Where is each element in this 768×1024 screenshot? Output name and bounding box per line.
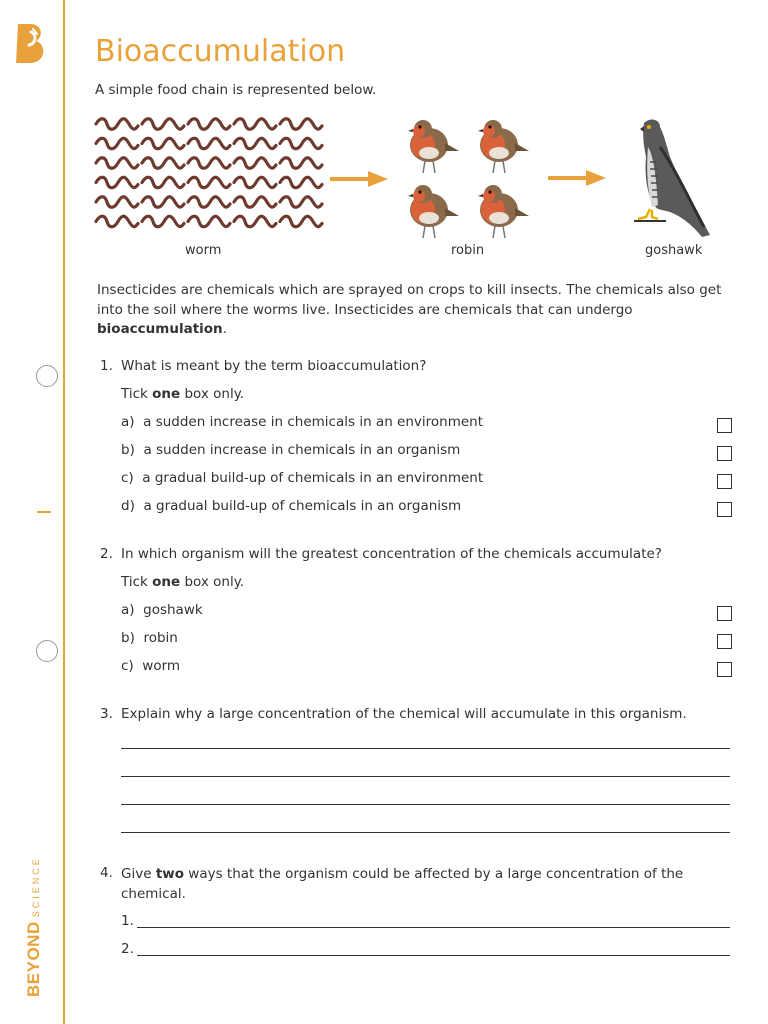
- worm-icon: [234, 138, 276, 149]
- robins-illustration: [402, 114, 537, 244]
- worms-illustration: [90, 112, 330, 237]
- worm-icon: [142, 138, 184, 149]
- worm-icon: [188, 197, 230, 208]
- worm-icon: [280, 138, 322, 149]
- robin-icon: [408, 120, 459, 173]
- q1-checkbox-a[interactable]: [717, 418, 732, 433]
- worm-icon: [142, 119, 184, 130]
- worm-icon: [280, 216, 322, 227]
- margin-line: [63, 0, 65, 1024]
- q4-item-1-label: 1.: [121, 913, 134, 929]
- q3-answer-line[interactable]: [121, 804, 730, 805]
- insecticide-paragraph: [97, 281, 737, 340]
- q3-text: Explain why a large concentration of the chemical will accumulate in this organism.: [121, 706, 687, 722]
- q2-text: In which organism will the greatest concentration of the chemicals accumulate?: [121, 546, 662, 562]
- q1-instruction: Tick one box only.: [121, 386, 245, 402]
- arrow-icon: [328, 168, 390, 190]
- q2-option-b: b) robin: [121, 630, 178, 646]
- worm-icon: [280, 197, 322, 208]
- worm-icon: [188, 158, 230, 169]
- q4-answer-line-2[interactable]: [137, 955, 730, 956]
- worm-icon: [188, 177, 230, 188]
- worm-icon: [96, 138, 138, 149]
- worm-icon: [188, 138, 230, 149]
- beyond-logo-icon: [14, 22, 50, 66]
- worm-icon: [142, 158, 184, 169]
- worm-icon: [96, 119, 138, 130]
- q1-option-a: a) a sudden increase in chemicals in an environment: [121, 414, 484, 430]
- intro-text: A simple food chain is represented below.: [95, 82, 377, 98]
- q1-checkbox-b[interactable]: [717, 446, 732, 461]
- q3-answer-line[interactable]: [121, 776, 730, 777]
- worm-icon: [188, 216, 230, 227]
- worm-icon: [188, 119, 230, 130]
- brand-word-science: SCIENCE: [31, 856, 41, 918]
- label-goshawk: goshawk: [645, 243, 703, 258]
- robin-icon: [408, 185, 459, 238]
- worm-icon: [96, 177, 138, 188]
- worm-icon: [280, 119, 322, 130]
- q4-text: Give two ways that the organism could be affected by a large concentration of the chemical.: [121, 866, 684, 902]
- label-robin: robin: [451, 243, 485, 258]
- worm-icon: [142, 177, 184, 188]
- q4-item-2-label: 2.: [121, 941, 134, 957]
- q2-checkbox-b[interactable]: [717, 634, 732, 649]
- page-title: Bioaccumulation: [95, 34, 346, 69]
- paragraph-bold: bioaccumulation: [97, 321, 223, 337]
- q1-text: What is meant by the term bioaccumulation?: [121, 358, 427, 374]
- food-chain-illustration: [90, 112, 740, 262]
- brand-word-beyond: BEYOND: [24, 921, 43, 997]
- robin-icon: [478, 185, 529, 238]
- q1-option-c: c) a gradual build-up of chemicals in an environment: [121, 470, 484, 486]
- q2-checkbox-a[interactable]: [717, 606, 732, 621]
- paragraph-text: Insecticides are chemicals which are sprayed on crops to kill insects. The chemicals also get into the soil where the worms live. Insecticides are chemicals that can undergo: [97, 282, 722, 318]
- q1-checkbox-c[interactable]: [717, 474, 732, 489]
- q1-checkbox-d[interactable]: [717, 502, 732, 517]
- q4-number: 4.: [100, 865, 113, 881]
- arrow-icon: [546, 167, 608, 189]
- worm-icon: [96, 197, 138, 208]
- q3-answer-line[interactable]: [121, 748, 730, 749]
- q1-number: 1.: [100, 358, 113, 374]
- worm-icon: [96, 158, 138, 169]
- q3-number: 3.: [100, 706, 113, 722]
- worm-icon: [96, 216, 138, 227]
- q1-option-d: d) a gradual build-up of chemicals in an organism: [121, 498, 462, 514]
- fold-mark: [37, 511, 51, 513]
- worm-icon: [234, 158, 276, 169]
- worm-icon: [142, 216, 184, 227]
- q2-number: 2.: [100, 546, 113, 562]
- q2-checkbox-c[interactable]: [717, 662, 732, 677]
- punch-hole-icon: [36, 640, 58, 662]
- paragraph-end: .: [222, 321, 227, 337]
- q2-option-c: c) worm: [121, 658, 181, 674]
- q2-instruction: Tick one box only.: [121, 574, 245, 590]
- worm-icon: [280, 177, 322, 188]
- worm-icon: [234, 177, 276, 188]
- q2-option-a: a) goshawk: [121, 602, 203, 618]
- brand-vertical: [24, 856, 44, 997]
- worm-icon: [234, 216, 276, 227]
- q1-option-b: b) a sudden increase in chemicals in an organism: [121, 442, 461, 458]
- goshawk-icon: [630, 117, 720, 242]
- robin-icon: [478, 120, 529, 173]
- worm-icon: [234, 119, 276, 130]
- worm-icon: [234, 197, 276, 208]
- q4-answer-line-1[interactable]: [137, 927, 730, 928]
- punch-hole-icon: [36, 365, 58, 387]
- q3-answer-line[interactable]: [121, 832, 730, 833]
- label-worm: worm: [185, 243, 222, 258]
- worm-icon: [280, 158, 322, 169]
- worm-icon: [142, 197, 184, 208]
